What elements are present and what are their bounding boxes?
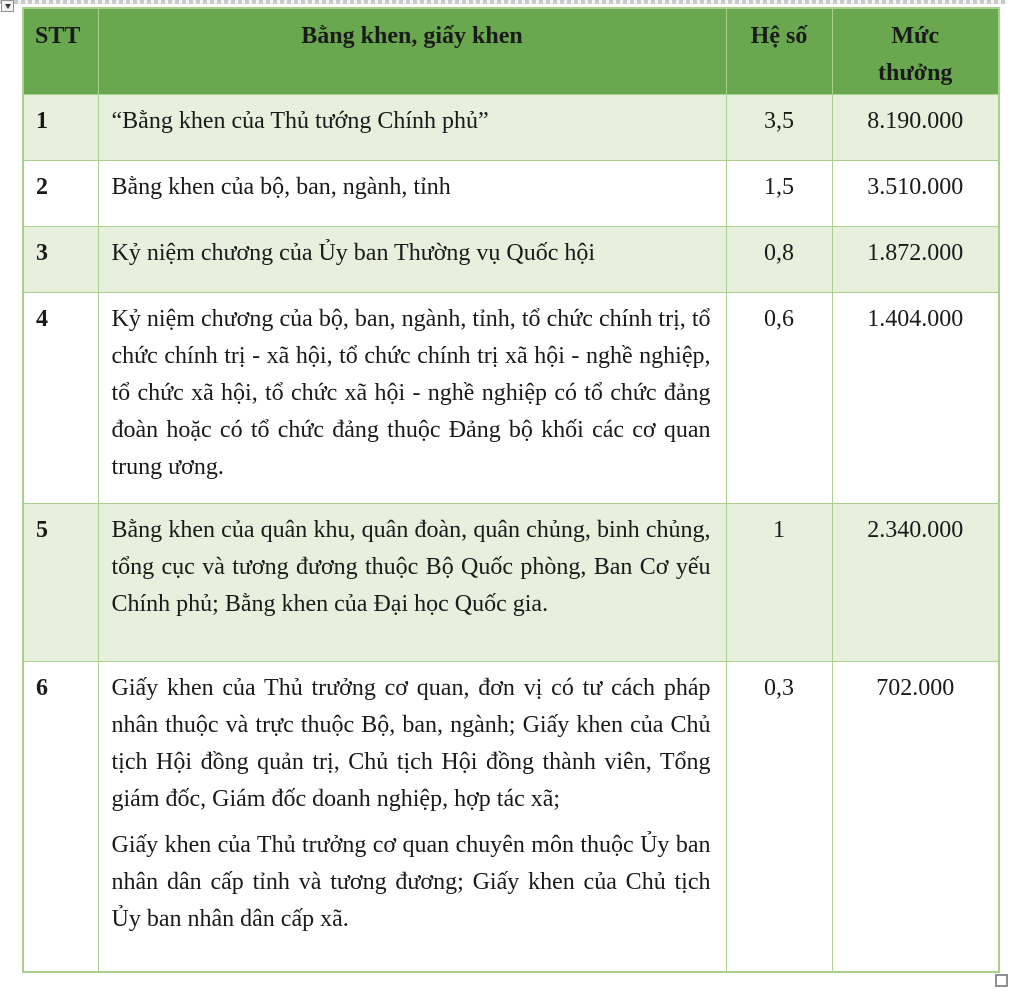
dropdown-button[interactable] [1,0,14,12]
cell-stt: 4 [23,292,98,503]
cell-name [98,94,726,160]
table-row [23,226,999,292]
reward-table [22,7,1000,973]
table-resize-handle[interactable] [995,974,1008,987]
table-row [23,661,999,972]
cell-he-so: 0,8 [726,226,832,292]
header-bang-khen: Bằng khen, giấy khen [98,8,726,94]
cell-muc-thuong: 702.000 [832,661,999,972]
cell-he-so: 1 [726,503,832,661]
cell-name-text: “Bằng khen của Thủ tướng Chính phủ” [111,107,489,134]
cell-name [98,661,726,972]
header-muc-thuong-label: Mức thưởng [878,23,953,86]
cell-name [98,292,726,503]
header-stt: STT [23,8,98,94]
cell-muc-thuong: 1.872.000 [832,226,999,292]
header-muc-thuong [832,8,999,94]
cell-name-text-2: Giấy khen của Thủ trưởng cơ quan chuyên môn thuộc Ủy ban nhân dân cấp tỉnh và tương đương; Giấy khen của Chủ tịch Ủy ban nhân dân cấp xã. [111,831,711,932]
table-row [23,160,999,226]
cell-muc-thuong: 1.404.000 [832,292,999,503]
cell-name-text: Kỷ niệm chương của bộ, ban, ngành, tỉnh, tổ chức chính trị, tổ chức chính trị - xã hội, tổ chức chính trị xã hội - nghề nghiệp, tổ chức xã hội, tổ chức xã hội - nghề nghiệp có tổ chức đảng đoàn hoặc có tổ chức đảng thuộc Đảng bộ khối các cơ quan trung ương. [111,305,711,480]
cell-name [98,160,726,226]
cell-name [98,226,726,292]
cell-muc-thuong: 8.190.000 [832,94,999,160]
horizontal-rule [0,0,1007,4]
caret-down-icon [5,4,11,9]
cell-name-text: Bằng khen của quân khu, quân đoàn, quân chủng, binh chủng, tổng cục và tương đương thuộc Bộ Quốc phòng, Ban Cơ yếu Chính phủ; Bằng khen của Đại học Quốc gia. [111,516,711,617]
cell-stt: 2 [23,160,98,226]
cell-stt: 5 [23,503,98,661]
cell-muc-thuong: 2.340.000 [832,503,999,661]
table-header-row [23,8,999,94]
table-row [23,94,999,160]
header-he-so: Hệ số [726,8,832,94]
cell-he-so: 0,3 [726,661,832,972]
cell-muc-thuong: 3.510.000 [832,160,999,226]
table-row [23,292,999,503]
cell-stt: 1 [23,94,98,160]
cell-he-so: 1,5 [726,160,832,226]
cell-stt: 6 [23,661,98,972]
cell-name [98,503,726,661]
cell-he-so: 3,5 [726,94,832,160]
cell-name-text: Giấy khen của Thủ trưởng cơ quan, đơn vị có tư cách pháp nhân thuộc và trực thuộc Bộ, ban, ngành; Giấy khen của Chủ tịch Hội đồng quản trị, Chủ tịch Hội đồng thành viên, Tổng giám đốc, Giám đốc doanh nghiệp, hợp tác xã; [111,674,711,812]
cell-he-so: 0,6 [726,292,832,503]
cell-name-text: Kỷ niệm chương của Ủy ban Thường vụ Quốc hội [111,239,596,266]
table-row [23,503,999,661]
cell-stt: 3 [23,226,98,292]
cell-name-text: Bằng khen của bộ, ban, ngành, tỉnh [111,173,451,200]
